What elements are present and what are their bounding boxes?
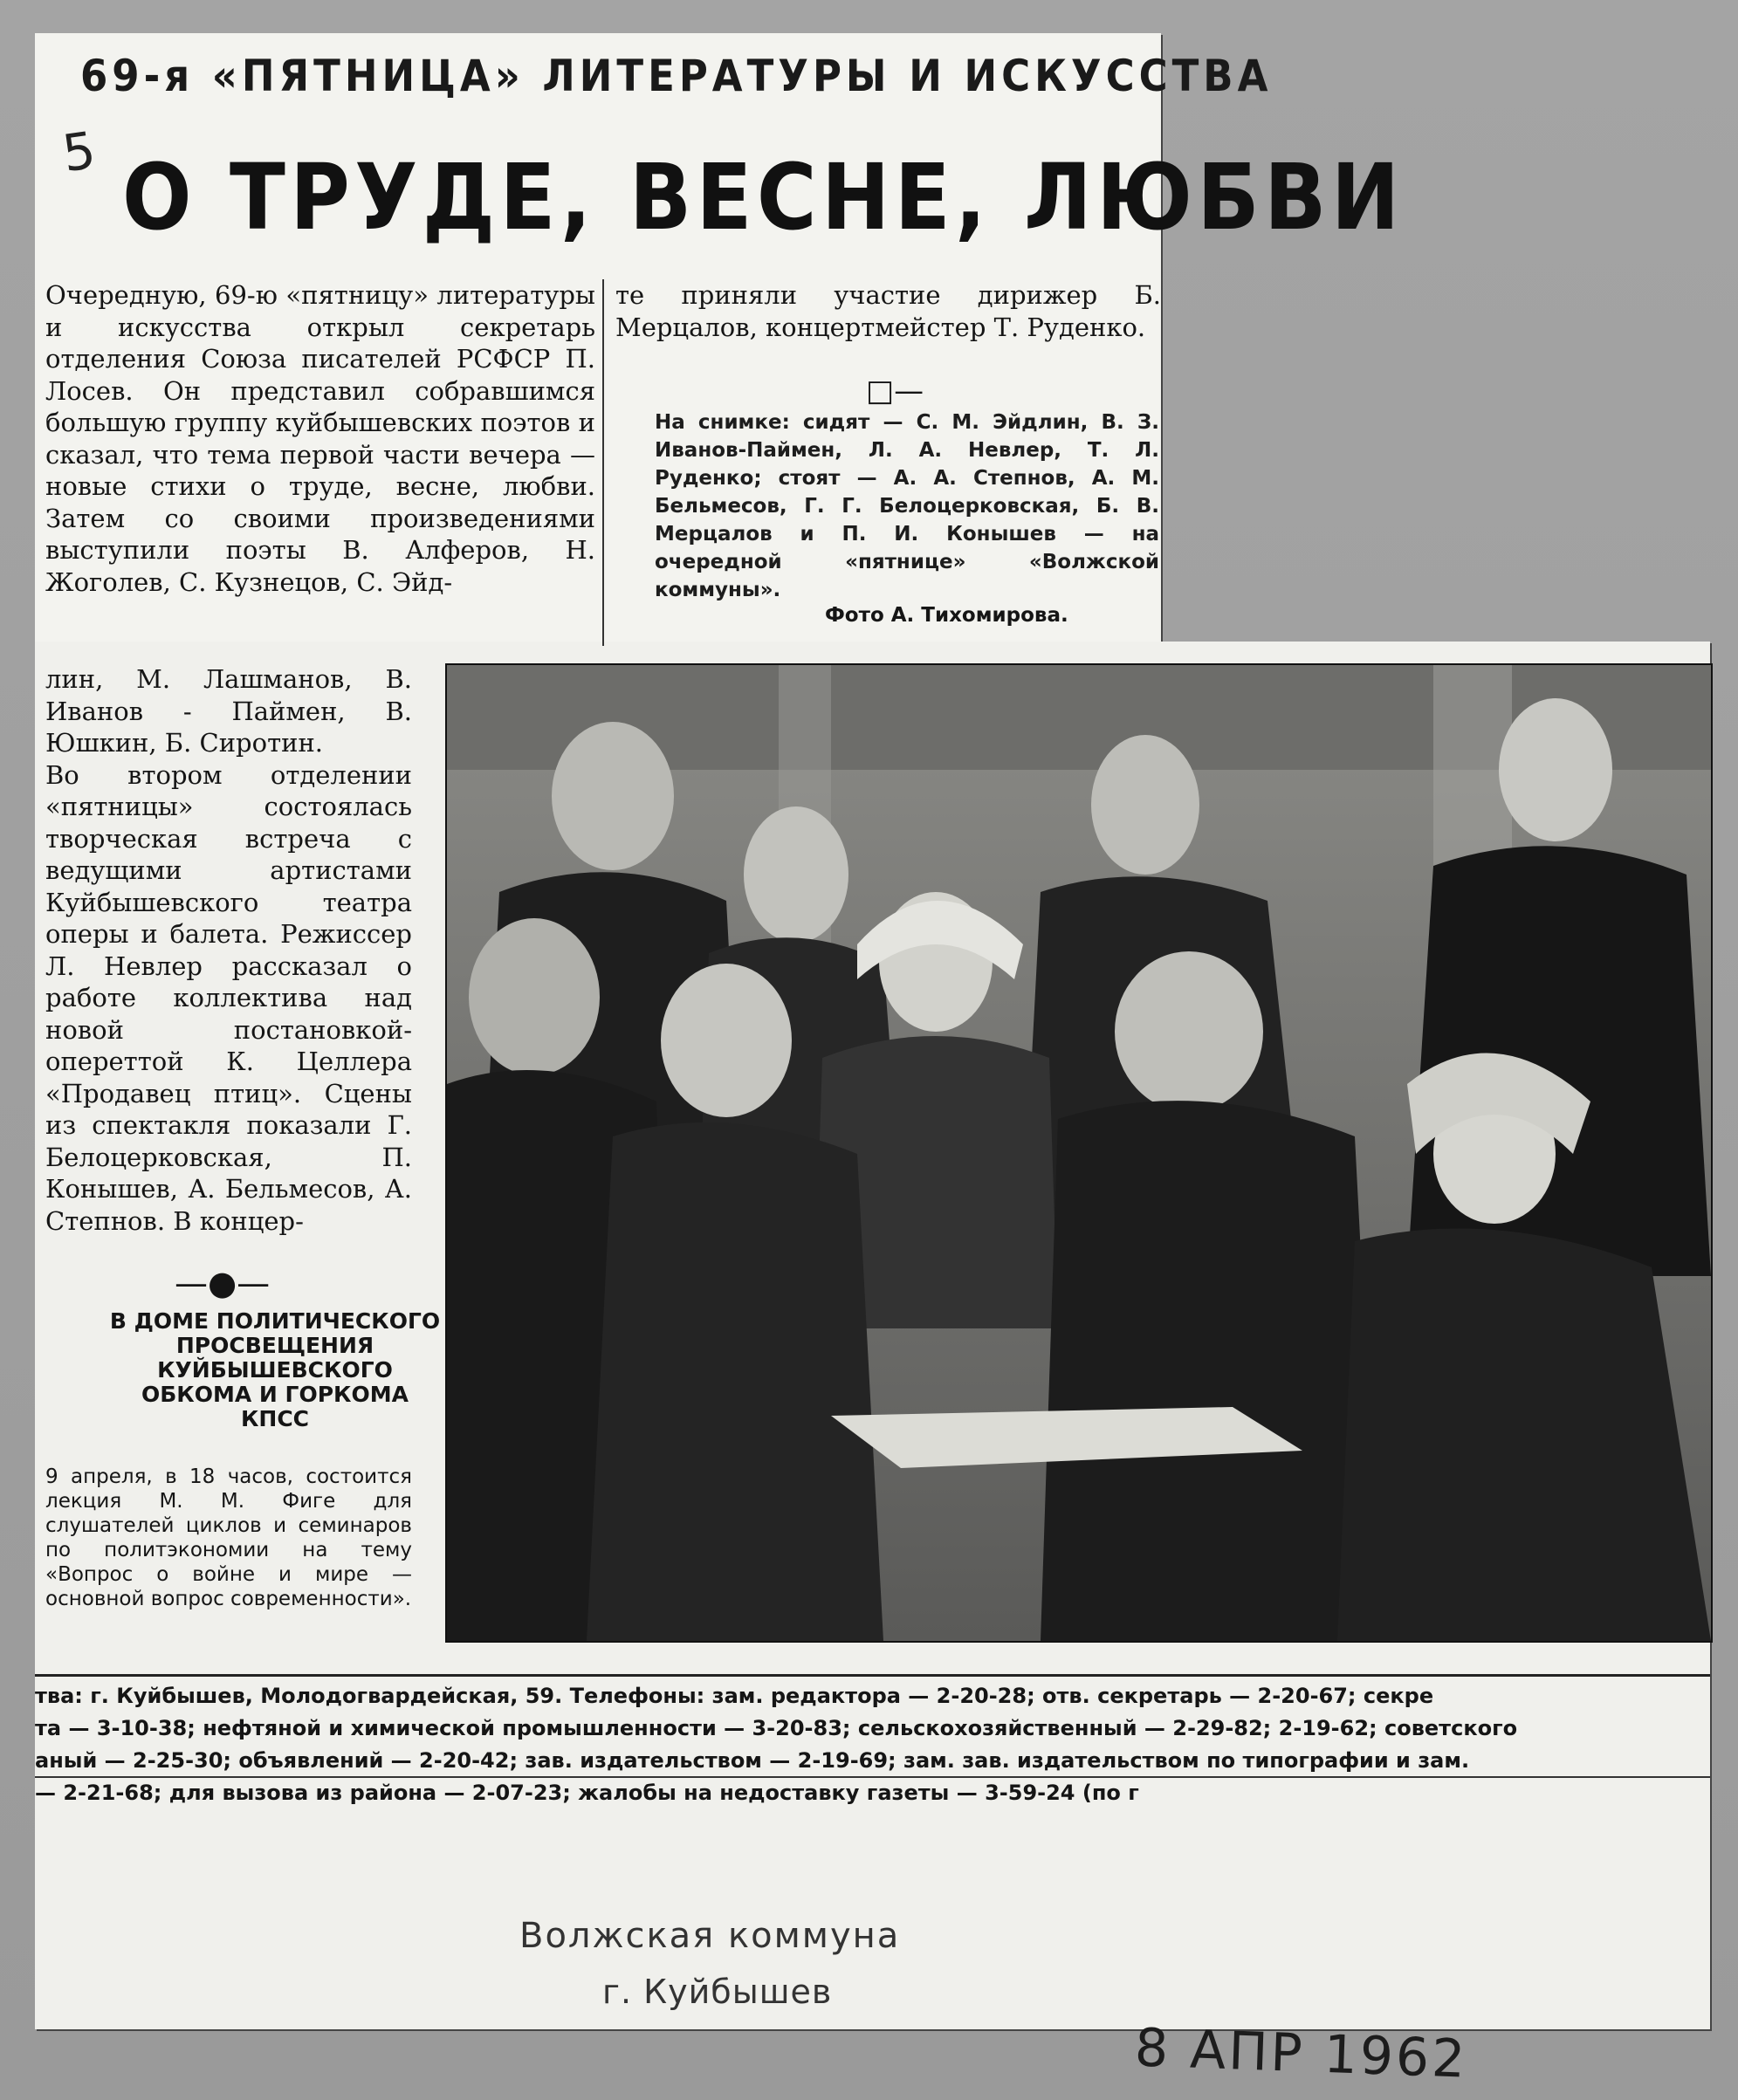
group-photo-image xyxy=(447,665,1711,1641)
article-column-a: Очередную, 69-ю «пятницу» литературы и искусства открыл секретарь отделения Союза писателей РСФСР П. Лосев. Он представил собравшимся большую группу куйбышевских поэтов и сказал, что тема первой части вечера — новые стихи о труде, весне, любви. Затем со своими произведениями выступили поэты В. Алферов, Н. Жоголев, С. Кузнецов, С. Эйд- xyxy=(45,280,595,597)
headline: О ТРУДЕ, ВЕСНЕ, ЛЮБВИ xyxy=(122,144,1405,250)
photo-credit: Фото А. Тихомирова. xyxy=(825,604,1068,627)
article-column-b: те приняли участие дирижер Б. Мерцалов, концертмейстер Т. Руденко. xyxy=(615,280,1161,342)
handwritten-number: 5 xyxy=(58,120,100,184)
footer-line: аный — 2-25-30; объявлений — 2-20-42; зав. издательством — 2-19-69; зам. зав. издательством по типографии и зам. xyxy=(35,1748,1470,1773)
section-kicker: 69-я «ПЯТНИЦА» ЛИТЕРАТУРЫ И ИСКУССТВА xyxy=(80,51,1273,101)
date-stamp: 8 АПР 1962 xyxy=(1133,2017,1469,2090)
announcement-title: В ДОМЕ ПОЛИТИЧЕСКОГО ПРОСВЕЩЕНИЯ КУЙБЫШЕВСКОГО ОБКОМА И ГОРКОМА КПСС xyxy=(109,1308,441,1431)
announcement-text: 9 апреля, в 18 часов, состоится лекция М. М. Фиге для слушателей циклов и семинаров по политэкономии на тему «Вопрос о войне и мире — основной вопрос современности». xyxy=(45,1465,412,1610)
column-divider xyxy=(602,279,604,646)
masthead-footer xyxy=(35,1680,1710,1809)
square-separator: □— xyxy=(866,374,924,408)
city-stamp: г. Куйбышев xyxy=(602,1973,833,2011)
footer-line: та — 3-10-38; нефтяной и химической промышленности — 3-20-83; сельскохозяйственный — 2-29-82; 2-19-62; советского xyxy=(35,1716,1518,1740)
bullet-separator: —●— xyxy=(175,1264,271,1302)
footer-line: тва: г. Куйбышев, Молодогвардейская, 59. Телефоны: зам. редактора — 2-20-28; отв. секретарь — 2-20-67; секре xyxy=(35,1684,1434,1708)
group-photo xyxy=(445,663,1713,1643)
footer-line: — 2-21-68; для вызова из района — 2-07-23; жалобы на недоставку газеты — 3-59-24 (по г xyxy=(35,1781,1139,1805)
footer-rule-bottom xyxy=(35,1776,1710,1778)
photo-caption: На снимке: сидят — С. М. Эйдлин, В. З. Иванов-Паймен, Л. А. Невлер, Т. Л. Руденко; стоят — А. А. Степнов, А. М. Бельмесов, Г. Г. Белоцерковская, Б. В. Мерцалов и П. И. Конышев — на очередной «пятнице» «Волжской коммуны». xyxy=(655,411,1159,601)
article-column-a-continued: лин, М. Лашманов, В. Иванов - Паймен, В. Юшкин, Б. Сиротин. Во втором отделении «пятницы» состоялась творческая встреча с ведущими артистами Куйбышевского театра оперы и балета. Режиссер Л. Невлер рассказал о работе коллектива над новой постановкой-опереттой К. Целлера «Продавец птиц». Сцены из спектакля показали Г. Белоцерковская, П. Конышев, А. Бельмесов, А. Степнов. В концер- xyxy=(45,664,412,1236)
footer-rule-top xyxy=(35,1674,1710,1677)
newspaper-stamp: Волжская коммуна xyxy=(519,1916,901,1956)
